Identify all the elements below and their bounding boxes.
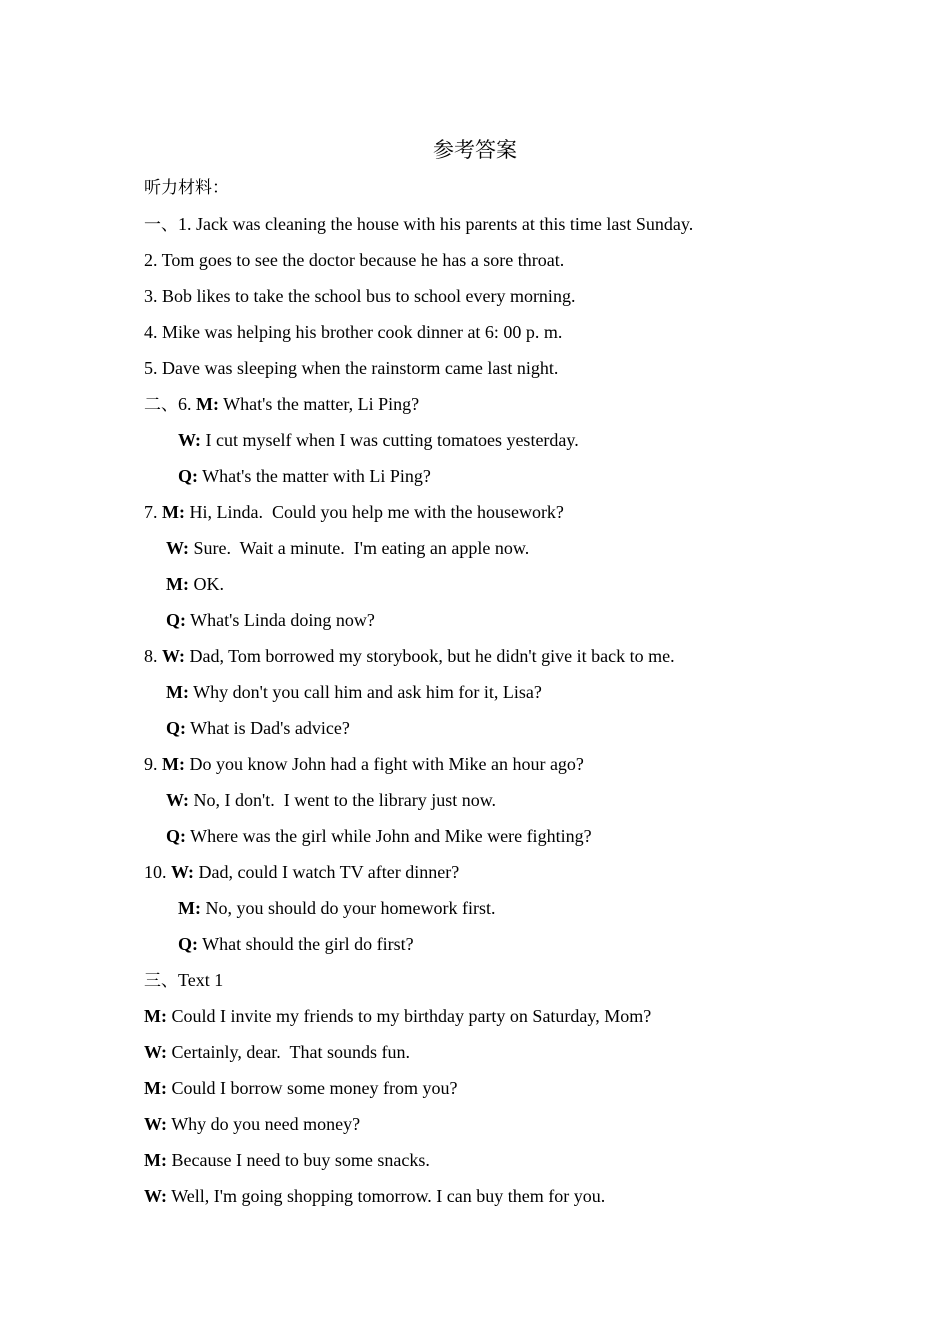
speaker-label: W: <box>166 538 190 558</box>
dialogue-text: No, you should do your homework first. <box>200 898 496 918</box>
q10-line-1 <box>144 860 459 884</box>
dialogue-text: Well, I'm going shopping tomorrow. I can buy them for you. <box>167 1186 606 1206</box>
q8-number: 8. <box>144 646 162 666</box>
speaker-label: W: <box>144 1186 168 1206</box>
text1-line-2 <box>144 1040 410 1064</box>
speaker-label: M: <box>162 502 185 522</box>
q9-line-1 <box>144 752 584 776</box>
q9-number: 9. <box>144 754 162 774</box>
q8-line-3 <box>166 716 350 740</box>
text1-line-5 <box>144 1148 430 1172</box>
q7-line-3 <box>166 572 224 596</box>
speaker-label: W: <box>144 1042 168 1062</box>
q7-line-1 <box>144 500 564 524</box>
dialogue-text: Why do you need money? <box>167 1114 361 1134</box>
dialogue-text: Certainly, dear. That sounds fun. <box>167 1042 410 1062</box>
dialogue-text: Because I need to buy some snacks. <box>166 1150 430 1170</box>
part1-item-2: 2. Tom goes to see the doctor because he has a sore throat. <box>144 250 565 270</box>
q6-line-3 <box>178 464 431 488</box>
part1-marker: 一、 <box>144 215 178 235</box>
q7-number: 7. <box>144 502 162 522</box>
dialogue-text: Could I invite my friends to my birthday party on Saturday, Mom? <box>166 1006 652 1026</box>
speaker-label: W: <box>166 790 190 810</box>
speaker-label: M: <box>166 682 189 702</box>
text1-line-3 <box>144 1076 457 1100</box>
part1-item-5: 5. Dave was sleeping when the rainstorm came last night. <box>144 358 559 378</box>
dialogue-text: Do you know John had a fight with Mike an hour ago? <box>184 754 584 774</box>
speaker-label: Q: <box>166 718 186 738</box>
listening-heading: 听力材料： <box>144 178 229 198</box>
speaker-label: Q: <box>178 466 198 486</box>
dialogue-text: Hi, Linda. Could you help me with the housework? <box>184 502 564 522</box>
q6-line-1 <box>144 392 419 417</box>
dialogue-text: No, I don't. I went to the library just now. <box>189 790 497 810</box>
speaker-label: M: <box>144 1006 167 1026</box>
speaker-label: M: <box>162 754 185 774</box>
part3-heading <box>144 968 223 993</box>
q6-line-2 <box>178 428 579 452</box>
dialogue-text: What's the matter with Li Ping? <box>198 466 431 486</box>
speaker-label: M: <box>144 1150 167 1170</box>
page-title: 参考答案 <box>433 138 517 162</box>
dialogue-text: Sure. Wait a minute. I'm eating an apple now. <box>189 538 530 558</box>
part3-marker: 三、 <box>144 971 178 991</box>
part1-item-1-text: 1. Jack was cleaning the house with his parents at this time last Sunday. <box>178 214 694 234</box>
speaker-label: M: <box>196 394 219 414</box>
speaker-label: W: <box>171 862 195 882</box>
dialogue-text: What's the matter, Li Ping? <box>218 394 420 414</box>
dialogue-text: What is Dad's advice? <box>186 718 350 738</box>
q7-line-4 <box>166 608 375 632</box>
dialogue-text: I cut myself when I was cutting tomatoes yesterday. <box>201 430 579 450</box>
q7-line-2 <box>166 536 529 560</box>
dialogue-text: Where was the girl while John and Mike were fighting? <box>186 826 592 846</box>
part2-marker: 二、 <box>144 395 178 415</box>
dialogue-text: OK. <box>188 574 224 594</box>
q6-number: 6. <box>178 394 196 414</box>
q10-line-3 <box>178 932 414 956</box>
part1-item-3: 3. Bob likes to take the school bus to school every morning. <box>144 286 576 306</box>
text1-line-1 <box>144 1004 651 1028</box>
speaker-label: W: <box>178 430 202 450</box>
part3-label: Text 1 <box>178 970 224 990</box>
part1-item-4: 4. Mike was helping his brother cook dinner at 6: 00 p. m. <box>144 322 563 342</box>
speaker-label: Q: <box>166 610 186 630</box>
dialogue-text: Dad, could I watch TV after dinner? <box>194 862 460 882</box>
q8-line-1 <box>144 644 675 668</box>
q8-line-2 <box>166 680 542 704</box>
dialogue-text: Could I borrow some money from you? <box>166 1078 458 1098</box>
dialogue-text: What's Linda doing now? <box>186 610 375 630</box>
q9-line-3 <box>166 824 592 848</box>
dialogue-text: Dad, Tom borrowed my storybook, but he didn't give it back to me. <box>185 646 675 666</box>
speaker-label: Q: <box>178 934 198 954</box>
q10-number: 10. <box>144 862 171 882</box>
speaker-label: M: <box>178 898 201 918</box>
speaker-label: W: <box>162 646 186 666</box>
part1-item-1 <box>144 212 693 237</box>
speaker-label: Q: <box>166 826 186 846</box>
dialogue-text: What should the girl do first? <box>198 934 414 954</box>
text1-line-4 <box>144 1112 360 1136</box>
speaker-label: M: <box>166 574 189 594</box>
dialogue-text: Why don't you call him and ask him for it, Lisa? <box>188 682 542 702</box>
speaker-label: W: <box>144 1114 168 1134</box>
q10-line-2 <box>178 896 495 920</box>
speaker-label: M: <box>144 1078 167 1098</box>
text1-line-6 <box>144 1184 605 1208</box>
q9-line-2 <box>166 788 496 812</box>
